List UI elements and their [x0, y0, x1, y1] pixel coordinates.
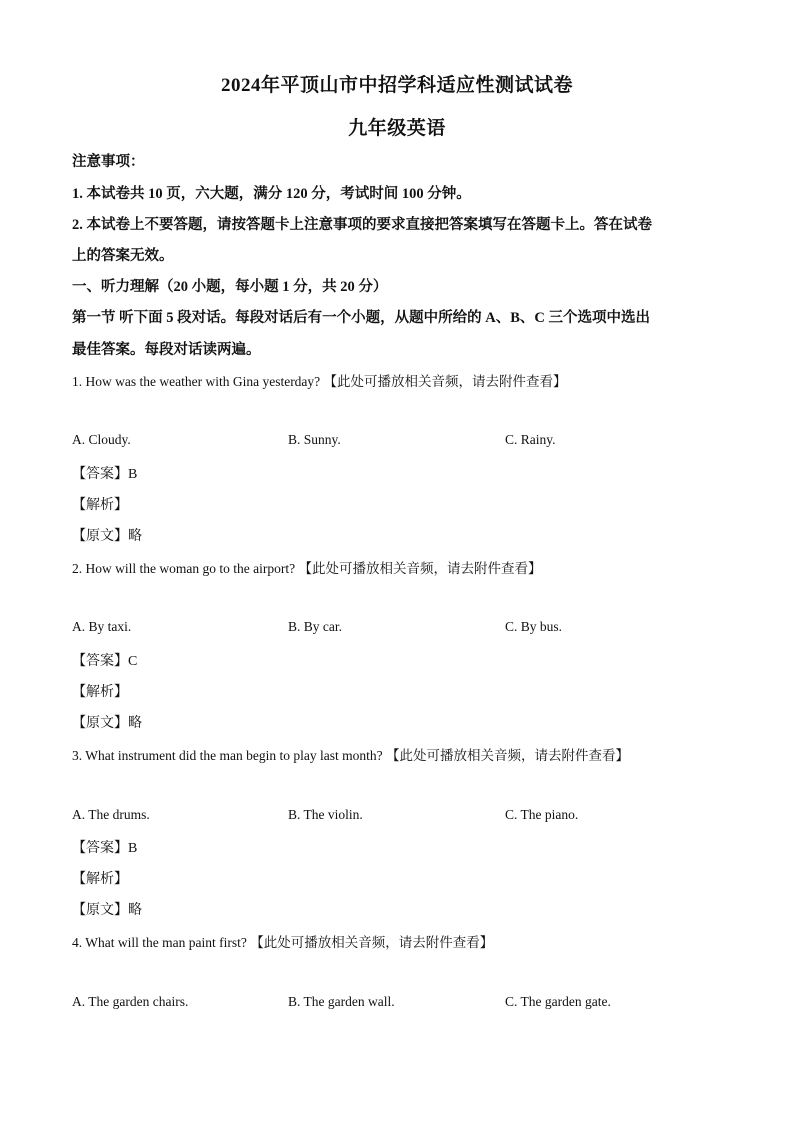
question-1-stem: 1. How was the weather with Gina yesterday? 【此处可播放相关音频，请去附件查看】 [72, 374, 567, 389]
question-3-answer: 【答案】B [72, 841, 138, 856]
question-4-option-b: B. The garden wall. [288, 994, 395, 1009]
question-1-option-a: A. Cloudy. [72, 432, 131, 447]
question-3-option-a: A. The drums. [72, 807, 150, 822]
question-4-option-a: A. The garden chairs. [72, 994, 189, 1009]
question-2-analysis: 【解析】 [72, 685, 128, 700]
question-2-option-a: A. By taxi. [72, 619, 132, 634]
question-1-answer: 【答案】B [72, 467, 138, 482]
question-1-option-b: B. Sunny. [288, 432, 341, 447]
question-1-option-c: C. Rainy. [505, 432, 556, 447]
notes-item-1: 1. 本试卷共 10 页，六大题，满分 120 分，考试时间 100 分钟。 [72, 186, 471, 202]
question-2-option-b: B. By car. [288, 619, 342, 634]
question-2-option-c: C. By bus. [505, 619, 563, 634]
notes-item-2-line-2: 上的答案无效。 [72, 248, 174, 264]
part-instructions-line-1: 第一节 听下面 5 段对话。每段对话后有一个小题，从题中所给的 A、B、C 三个选项中选出 [72, 310, 650, 326]
notes-heading: 注意事项： [72, 154, 145, 170]
notes-item-2-line-1: 2. 本试卷上不要答题，请按答题卡上注意事项的要求直接把答案填写在答题卡上。答在试卷 [72, 217, 652, 233]
section-heading: 一、听力理解（20 小题，每小题 1 分，共 20 分） [72, 279, 388, 295]
question-4-stem: 4. What will the man paint first? 【此处可播放相关音频，请去附件查看】 [72, 935, 494, 950]
part-instructions-line-2: 最佳答案。每段对话读两遍。 [72, 342, 261, 358]
question-4-option-c: C. The garden gate. [505, 994, 611, 1009]
exam-subtitle: 九年级英语 [348, 118, 446, 139]
question-2-stem: 2. How will the woman go to the airport? 【此处可播放相关音频，请去附件查看】 [72, 561, 542, 576]
question-3-option-b: B. The violin. [288, 807, 363, 822]
question-2-original: 【原文】略 [72, 716, 142, 731]
question-3-stem: 3. What instrument did the man begin to play last month? 【此处可播放相关音频，请去附件查看】 [72, 748, 629, 763]
question-3-analysis: 【解析】 [72, 872, 128, 887]
question-2-answer: 【答案】C [72, 654, 138, 669]
question-1-original: 【原文】略 [72, 529, 142, 544]
question-1-analysis: 【解析】 [72, 498, 128, 513]
question-3-original: 【原文】略 [72, 903, 142, 918]
question-3-option-c: C. The piano. [505, 807, 579, 822]
exam-title: 2024年平顶山市中招学科适应性测试试卷 [220, 75, 573, 96]
